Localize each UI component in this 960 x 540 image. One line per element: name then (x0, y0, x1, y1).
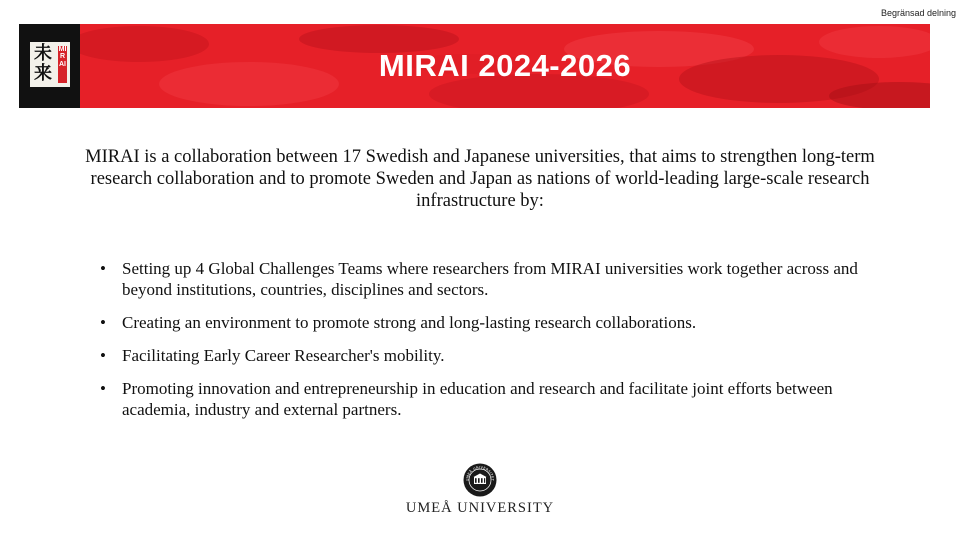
intro-paragraph: MIRAI is a collaboration between 17 Swedish and Japanese universities, that aims to strengthen long-term research collaboration and to promote Sweden and Japan as nations of world-leading large-scale research infrastructure by: (85, 147, 875, 211)
bullet-item: • Setting up 4 Global Challenges Teams where researchers from MIRAI universities work together across and beyond institutions, countries, disciplines and sectors. (100, 258, 870, 300)
page-title: MIRAI 2024-2026 (378, 48, 632, 83)
classification-label: Begränsad delning (880, 8, 956, 18)
logo-strip (58, 46, 67, 83)
title-banner (19, 24, 930, 108)
seal-text: UMEÅ UNIVERSITET (465, 465, 495, 482)
bullet-item: • Promoting innovation and entrepreneurship in education and research and facilitate joint efforts between academia, industry and external partners. (100, 378, 870, 420)
bullet-item: • Creating an environment to promote strong and long-lasting research collaborations. (100, 312, 870, 333)
bullet-item: • Facilitating Early Career Researcher's mobility. (100, 345, 870, 366)
logo-kanji: 未来 (34, 43, 52, 84)
umea-university-seal-icon (463, 463, 497, 497)
university-name: UMEÅ UNIVERSITY (405, 500, 555, 516)
logo-paper (30, 42, 70, 87)
logo-strip-text: MIRAI (58, 46, 67, 68)
bullet-list (100, 258, 870, 432)
mirai-logo (19, 24, 80, 108)
